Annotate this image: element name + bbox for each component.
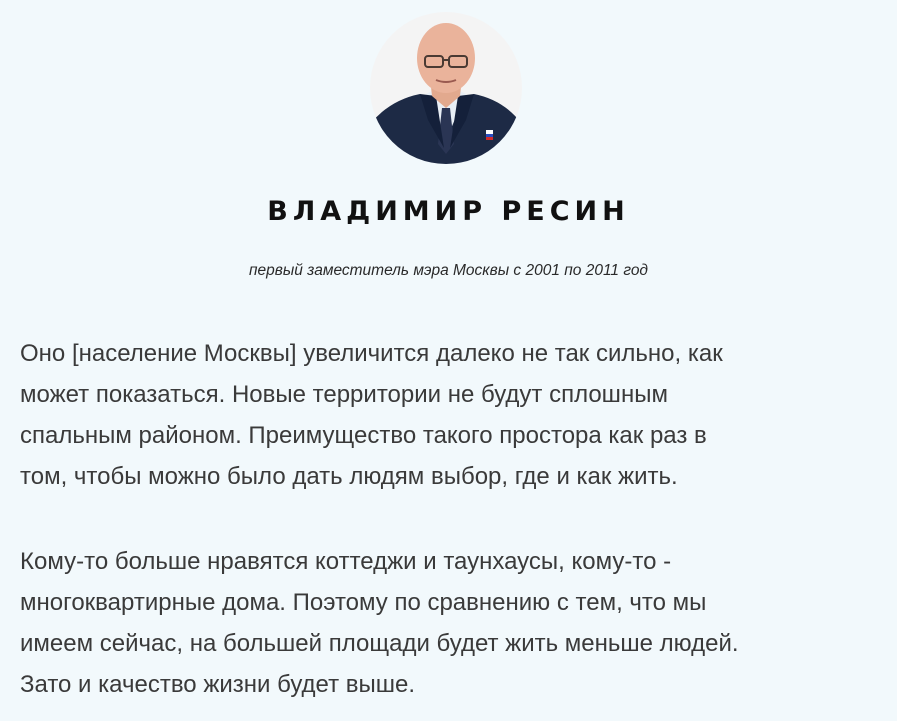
quote-paragraph-2 [20,541,890,705]
quote-line: имеем сейчас, на большей площади будет жить меньше людей. [20,630,739,657]
quote-line: может показаться. Новые территории не будут сплошным [20,381,668,408]
portrait-photo [370,12,522,164]
person-name: ВЛАДИМИР РЕСИН [267,196,630,227]
quote-paragraph-1 [20,333,890,497]
quote-line: спальным районом. Преимущество такого простора как раз в [20,422,707,449]
quote-line: многоквартирные дома. Поэтому по сравнению с тем, что мы [20,589,707,616]
quote-line: Кому-то больше нравятся коттеджи и таунхаусы, кому-то - [20,548,672,575]
quote-line: Зато и качество жизни будет выше. [20,671,416,698]
person-role: первый заместитель мэра Москвы с 2001 по 2011 год [248,262,649,279]
quote-line: том, чтобы можно было дать людям выбор, где и как жить. [20,463,678,490]
quote-line: Оно [население Москвы] увеличится далеко не так сильно, как [20,340,723,367]
avatar [370,12,522,164]
